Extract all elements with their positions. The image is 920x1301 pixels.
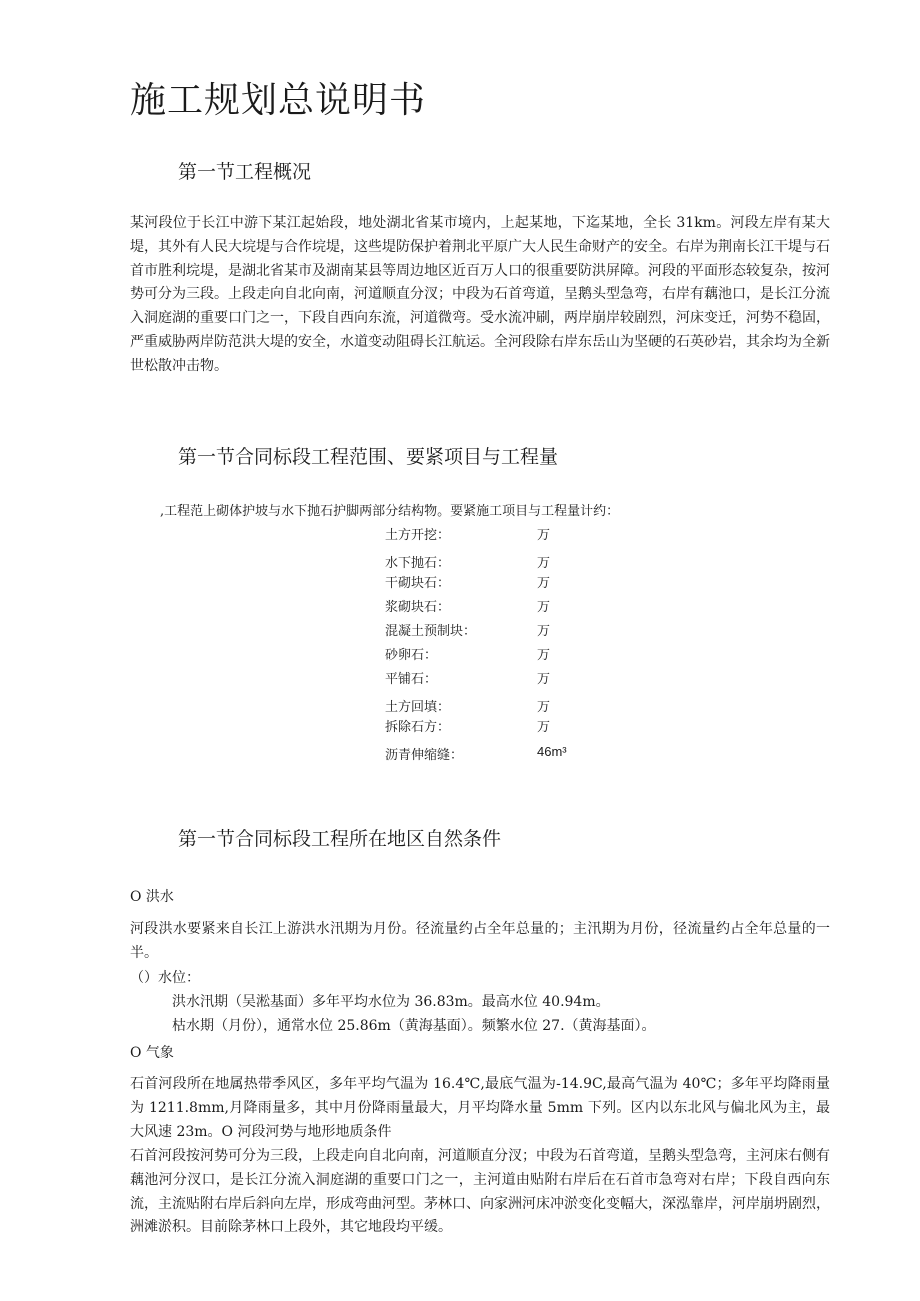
item-label: 土方回填： [385, 700, 451, 715]
list-item [385, 644, 685, 664]
overview-paragraph: 某河段位于长江中游下某江起始段，地处湖北省某市境内，上起某地，下迄某地，全长 31km。河段左岸有某大堤，其外有人民大垸堤与合作垸堤，这些堤防保护着荆北平原广大人民生命财产的安全。右岸为荆南长江干堤与石首市胜利垸堤，是湖北省某市及湖南某县等周边地区近百万人口的很重要防洪屏障。河段的平面形态较复杂，按河势可分为三段。上段走向自北向南，河道顺直分汊；中段为石首弯道，呈鹅头型急弯，右岸有藕池口，是长江分流入洞庭湖的重要口门之一，下段自西向东流，河道微弯。受水流冲刷，两岸崩岸较剧烈，河床变迁，河势不稳固，严重威胁两岸防范洪大堤的安全，水道变动阻碍长江航运。全河段除右岸东岳山为坚硬的石英砂岩，其余均为全新世松散冲击物。 [130, 215, 830, 374]
item-label: 沥青伸缩缝： [385, 748, 464, 763]
list-item [385, 552, 685, 572]
item-label: 混凝土预制块： [385, 624, 477, 639]
item-label: 平铺石： [385, 672, 438, 687]
item-value: 万 [537, 599, 551, 614]
weather-title: O 气象 [130, 1045, 174, 1061]
item-label: 浆砌块石： [385, 600, 451, 615]
flood-paragraph: 河段洪水要紧来自长江上游洪水汛期为月份。径流量约占全年总量的；主汛期为月份，径流量约占全年总量的一半。 [130, 921, 830, 961]
water-level-dry: 枯水期（月份），通常水位 25.86m（黄海基面）。频繁水位 27.（黄海基面）。 [172, 1018, 656, 1034]
list-item [385, 572, 685, 592]
list-item [385, 696, 685, 716]
item-value: 万 [537, 671, 551, 686]
water-level-title: （）水位： [130, 970, 200, 986]
item-label: 干砌块石： [385, 576, 451, 591]
item-value: 万 [537, 699, 551, 714]
list-item [385, 668, 685, 688]
list-item [385, 596, 685, 616]
section-heading-overview: 第一节工程概况 [178, 161, 312, 183]
item-label: 土方开挖： [385, 528, 451, 543]
item-value: 万 [537, 647, 551, 662]
section-heading-scope: 第一节合同标段工程范围、要紧项目与工程量 [178, 446, 559, 468]
water-level-flood: 洪水汛期（吴淞基面）多年平均水位为 36.83m。最高水位 40.94m。 [172, 994, 610, 1010]
item-value: 万 [537, 719, 551, 734]
terrain-paragraph: 石首河段按河势可分为三段，上段走向自北向南，河道顺直分汊；中段为石首弯道，呈鹅头型急弯，主河床右侧有藕池河分汊口，是长江分流入洞庭湖的重要口门之一，主河道由贴附右岸后在石首市急弯对右岸；下段自西向东流，主流贴附右岸后斜向左岸，形成弯曲河型。茅林口、向家洲河床冲淤变化变幅大，深泓靠岸，河岸崩坍剧烈，洲滩淤积。目前除茅林口上段外，其它地段均平缓。 [130, 1148, 830, 1236]
list-item [385, 524, 685, 544]
item-value: 万 [537, 623, 551, 638]
scope-intro: ,工程范上砌体护坡与水下抛石护脚两部分结构物。要紧施工项目与工程量计约： [160, 504, 620, 519]
section-heading-natural-conditions: 第一节合同标段工程所在地区自然条件 [178, 828, 502, 850]
list-item [385, 620, 685, 640]
list-item [385, 744, 685, 764]
item-value: 万 [537, 527, 551, 542]
item-label: 砂卵石： [385, 648, 438, 663]
flood-title: O 洪水 [130, 889, 174, 905]
weather-paragraph: 石首河段所在地属热带季风区，多年平均气温为 16.4℃,最底气温为-14.9C,最高气温为 40℃；多年平均降雨量为 1211.8mm,月降雨量多，其中月份降雨量最大，月平均降水量 5mm 下列。区内以东北风与偏北风为主，最大风速 23m。O 河段河势与地形地质条件 [130, 1076, 830, 1140]
item-label: 拆除石方： [385, 720, 451, 735]
item-value: 46m³ [537, 744, 567, 759]
item-label: 水下抛石： [385, 556, 451, 571]
document-title: 施工规划总说明书 [130, 80, 427, 121]
item-value: 万 [537, 555, 551, 570]
item-value: 万 [537, 575, 551, 590]
list-item [385, 716, 685, 736]
